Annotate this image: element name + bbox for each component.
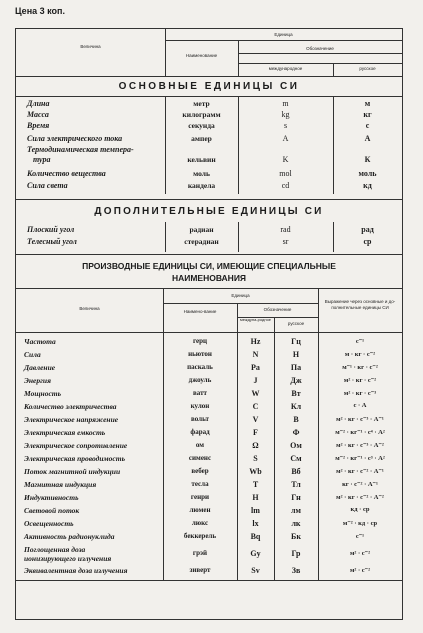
quantity-cell: Электрическое напряжение	[24, 415, 119, 424]
unit-name-cell: беккерель	[183, 532, 217, 540]
quantity-cell: Поглощенная доза	[24, 545, 86, 554]
quantity-cell: Электрическая емкость	[24, 428, 106, 437]
unit-expr-cell: м² · кг · с⁻³ · А⁻²	[336, 442, 384, 449]
unit-name-cell: секунда	[188, 121, 215, 130]
unit-expr-cell: с⁻¹	[355, 533, 365, 540]
section-title-derived: ПРОИЗВОДНЫЕ ЕДИНИЦЫ СИ, ИМЕЮЩИЕ СПЕЦИАЛЬНЫЕ	[82, 261, 336, 271]
unit-expr-cell: м⁻² · кг⁻¹ · с⁴ · А²	[335, 429, 385, 436]
unit-expr-cell: м² · кг · с⁻² · А⁻²	[336, 494, 384, 501]
quantity-cell: Давление	[24, 363, 56, 372]
quantity-cell: Эквивалентная доза излучения	[24, 566, 128, 575]
unit-name-cell: ом	[195, 441, 205, 449]
unit-intl-cell: V	[252, 415, 259, 424]
unit-intl-cell: kg	[281, 110, 290, 119]
unit-intl-cell: N	[252, 350, 259, 359]
unit-intl-cell: A	[282, 134, 289, 143]
unit-name-cell: люмен	[189, 506, 211, 514]
unit-intl-cell: Sv	[251, 566, 260, 575]
quantity-cell: Мощность	[24, 389, 62, 398]
unit-ru-cell: ср	[363, 237, 372, 246]
section-title-supplementary: ДОПОЛНИТЕЛЬНЫЕ ЕДИНИЦЫ СИ	[94, 206, 324, 217]
unit-ru-cell: А	[364, 134, 371, 143]
unit-expr-cell: м² · кг · с⁻²	[343, 377, 377, 384]
unit-expr-cell: м⁻² · кг⁻¹ · с³ · А²	[335, 455, 385, 462]
quantity-cell: Магнитная индукция	[24, 480, 97, 489]
quantity-cell: Освещенность	[24, 519, 74, 528]
unit-ru-cell: лк	[291, 519, 301, 528]
unit-name-cell: вольт	[191, 415, 209, 423]
header-unit: Единица	[274, 32, 293, 37]
unit-ru-cell: В	[293, 415, 299, 424]
header2-quantity: Величина	[79, 306, 100, 311]
unit-intl-cell: cd	[281, 181, 290, 190]
header-name: Наименование	[185, 53, 218, 58]
unit-intl-cell: Pa	[251, 363, 260, 372]
rule-line	[16, 199, 402, 200]
quantity-cell: Плоский угол	[27, 225, 75, 234]
rule-line	[165, 40, 402, 41]
quantity-cell: Активность радионуклида	[24, 532, 115, 541]
unit-intl-cell: mol	[279, 169, 292, 178]
unit-expr-cell: с⁻¹	[355, 338, 365, 345]
quantity-cell: тура	[33, 155, 51, 164]
unit-ru-cell: К	[364, 155, 371, 164]
unit-ru-cell: Гр	[291, 549, 301, 558]
unit-name-cell: метр	[193, 99, 210, 108]
unit-intl-cell: Hz	[250, 337, 261, 346]
unit-intl-cell: Bq	[250, 532, 261, 541]
unit-ru-cell: См	[290, 454, 302, 463]
unit-intl-cell: sr	[282, 237, 289, 246]
unit-name-cell: сименс	[188, 454, 212, 462]
unit-expr-cell: м · кг · с⁻²	[344, 351, 376, 358]
unit-ru-cell: лм	[291, 506, 301, 515]
quantity-cell: Частота	[24, 337, 56, 346]
unit-ru-cell: Н	[292, 350, 300, 359]
unit-ru-cell: кг	[363, 110, 372, 119]
unit-expr-cell: м² · с⁻²	[349, 567, 371, 574]
unit-intl-cell: m	[282, 99, 289, 108]
unit-intl-cell: lx	[252, 519, 259, 528]
rule-line	[16, 96, 402, 97]
unit-expr-cell: кг · с⁻² · А⁻¹	[342, 481, 378, 488]
unit-intl-cell: C	[252, 402, 259, 411]
quantity-cell: Количество вещества	[27, 169, 106, 178]
quantity-cell: Сила электрического тока	[27, 134, 123, 143]
unit-name-cell: люкс	[191, 519, 209, 527]
header-quantity: Величина	[80, 44, 101, 49]
unit-name-cell: фарад	[190, 428, 210, 436]
quantity-cell: Электрическая проводимость	[24, 454, 126, 463]
unit-intl-cell: F	[253, 428, 258, 437]
quantity-cell: Количество электричества	[24, 402, 117, 411]
unit-intl-cell: Gy	[250, 549, 261, 558]
quantity-cell: Время	[27, 121, 50, 130]
header-intl: международное	[268, 66, 303, 71]
unit-name-cell: вебер	[191, 467, 209, 475]
quantity-cell: Индуктивность	[24, 493, 79, 502]
unit-ru-cell: с	[365, 121, 370, 130]
quantity-cell: Телесный угол	[27, 237, 77, 246]
unit-name-cell: генри	[190, 493, 210, 501]
rule-line	[16, 580, 402, 581]
unit-ru-cell: Вт	[291, 389, 301, 398]
rule-line	[238, 63, 402, 64]
rule-line	[238, 53, 402, 54]
unit-name-cell: паскаль	[187, 363, 213, 371]
header2-designation: Обозначение	[263, 307, 292, 312]
rule-line	[16, 332, 402, 333]
unit-ru-cell: Зв	[291, 566, 301, 575]
rule-line	[163, 303, 318, 304]
unit-name-cell: ватт	[193, 389, 207, 397]
unit-name-cell: радиан	[189, 225, 214, 234]
price-label: Цена 3 коп.	[15, 6, 65, 16]
header2-russian: русское	[287, 321, 305, 326]
unit-ru-cell: Гн	[291, 493, 301, 502]
rule-line	[16, 288, 402, 289]
header-russian: русское	[359, 66, 376, 71]
unit-name-cell: тесла	[191, 480, 209, 488]
unit-expr-cell: м² · кг · с⁻³ · А⁻¹	[336, 416, 384, 423]
header2-name: Наимено-вание	[183, 309, 217, 314]
header2-expr: Выражение через основные и до-полнительные единицы СИ	[324, 299, 396, 310]
unit-intl-cell: Wb	[249, 467, 262, 476]
unit-intl-cell: T	[252, 480, 259, 489]
unit-expr-cell: м⁻¹ · кг · с⁻²	[342, 364, 378, 371]
rule-line	[16, 254, 402, 255]
unit-intl-cell: H	[252, 493, 259, 502]
quantity-cell: Поток магнитной индукции	[24, 467, 121, 476]
unit-ru-cell: Ом	[290, 441, 302, 450]
quantity-cell: Сила	[24, 350, 41, 359]
unit-intl-cell: s	[283, 121, 288, 130]
unit-ru-cell: м	[364, 99, 371, 108]
unit-expr-cell: м² · кг · с⁻³	[343, 390, 377, 397]
unit-name-cell: килограмм	[182, 110, 221, 119]
unit-intl-cell: Ω	[252, 441, 259, 450]
unit-intl-cell: J	[253, 376, 258, 385]
unit-ru-cell: Тл	[291, 480, 301, 489]
unit-expr-cell: м² · с⁻²	[349, 550, 371, 557]
header-designation: Обозначение	[306, 46, 334, 51]
quantity-cell: ионизирующего излучения	[24, 554, 112, 563]
unit-ru-cell: Вб	[291, 467, 301, 476]
unit-ru-cell: Бк	[291, 532, 301, 541]
unit-name-cell: грэй	[192, 549, 208, 557]
unit-ru-cell: Дж	[290, 376, 302, 385]
unit-ru-cell: кд	[363, 181, 372, 190]
unit-name-cell: стерадиан	[184, 237, 219, 246]
unit-expr-cell: м² · кг · с⁻² · А⁻¹	[336, 468, 384, 475]
unit-name-cell: джоуль	[188, 376, 212, 384]
unit-intl-cell: K	[282, 155, 289, 164]
unit-name-cell: герц	[192, 337, 208, 345]
rule-line	[16, 76, 402, 77]
section-title-basic: ОСНОВНЫЕ ЕДИНИЦЫ СИ	[118, 81, 300, 92]
quantity-cell: Световой поток	[24, 506, 80, 515]
quantity-cell: Масса	[27, 110, 49, 119]
unit-name-cell: кулон	[190, 402, 210, 410]
quantity-cell: Термодинамическая темпера-	[27, 145, 134, 154]
quantity-cell: Сила света	[27, 181, 68, 190]
unit-ru-cell: Па	[290, 363, 302, 372]
unit-expr-cell: с · А	[353, 402, 367, 409]
unit-ru-cell: Ф	[292, 428, 300, 437]
unit-expr-cell: м⁻² · кд · ср	[342, 520, 378, 527]
unit-name-cell: ампер	[191, 134, 212, 143]
unit-name-cell: кельвин	[187, 155, 216, 164]
quantity-cell: Длина	[27, 99, 50, 108]
unit-intl-cell: lm	[251, 506, 260, 515]
header2-intl: междуна-родное	[239, 317, 272, 322]
unit-ru-cell: моль	[358, 169, 377, 178]
quantity-cell: Энергия	[24, 376, 51, 385]
unit-intl-cell: W	[251, 389, 260, 398]
unit-name-cell: кандела	[187, 181, 216, 190]
section-title-derived: НАИМЕНОВАНИЯ	[171, 273, 247, 283]
header2-unit: Единица	[231, 293, 250, 298]
unit-name-cell: ньютон	[188, 350, 212, 358]
unit-ru-cell: Кл	[290, 402, 302, 411]
unit-ru-cell: Гц	[291, 337, 301, 346]
unit-ru-cell: рад	[361, 225, 374, 234]
unit-name-cell: зиверт	[189, 566, 211, 574]
unit-name-cell: моль	[193, 169, 210, 178]
quantity-cell: Электрическое сопротивление	[24, 441, 128, 450]
unit-intl-cell: rad	[280, 225, 291, 234]
unit-intl-cell: S	[253, 454, 258, 463]
unit-expr-cell: кд · ср	[350, 506, 370, 513]
